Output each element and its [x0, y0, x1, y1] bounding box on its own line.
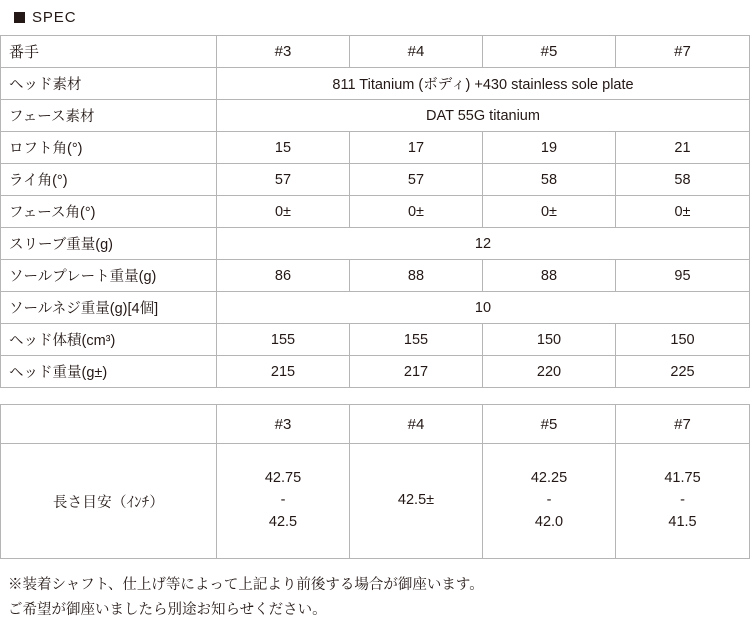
table-row	[1, 292, 750, 324]
spec-table-wrapper	[0, 35, 750, 388]
table-row	[1, 405, 750, 444]
length-7-line-2: -	[680, 492, 685, 509]
cell-loft-3: 15	[217, 132, 350, 164]
cell-length-7	[616, 444, 750, 559]
row-value-sole-screw-weight: 10	[217, 292, 750, 324]
cell-head-volume-4: 155	[350, 324, 483, 356]
length-header-col-4: #4	[350, 405, 483, 444]
length-7-line-1: 41.75	[664, 470, 701, 487]
table-row	[1, 196, 750, 228]
cell-face-angle-5: 0±	[483, 196, 616, 228]
cell-head-volume-7: 150	[616, 324, 750, 356]
table-row	[1, 68, 750, 100]
length-4-line-1: 42.5±	[397, 492, 435, 509]
cell-sole-plate-4: 88	[350, 260, 483, 292]
cell-lie-3: 57	[217, 164, 350, 196]
length-3-line-2: -	[280, 492, 286, 509]
cell-sole-plate-7: 95	[616, 260, 750, 292]
length-3-line-3: 42.5	[268, 513, 298, 530]
cell-head-weight-4: 217	[350, 356, 483, 388]
cell-loft-4: 17	[350, 132, 483, 164]
length-5-line-2: -	[546, 492, 552, 509]
table-spacer	[0, 388, 750, 404]
length-header-label	[1, 405, 217, 444]
note-line-1: ※装着シャフト、仕上げ等によって上記より前後する場合が御座います。	[8, 577, 484, 593]
row-label-loft-angle: ロフト角(°)	[1, 132, 217, 164]
length-5-line-1: 42.25	[530, 470, 568, 487]
table-row	[1, 228, 750, 260]
spec-table	[0, 35, 750, 388]
cell-loft-7: 21	[616, 132, 750, 164]
cell-head-volume-3: 155	[217, 324, 350, 356]
table-row	[1, 444, 750, 559]
cell-face-angle-3: 0±	[217, 196, 350, 228]
cell-sole-plate-3: 86	[217, 260, 350, 292]
spec-header-label: 番手	[1, 36, 217, 68]
cell-head-weight-7: 225	[616, 356, 750, 388]
cell-lie-7: 58	[616, 164, 750, 196]
row-label-face-material: フェース素材	[1, 100, 217, 132]
row-value-sleeve-weight: 12	[217, 228, 750, 260]
table-row	[1, 132, 750, 164]
row-label-face-angle: フェース角(°)	[1, 196, 217, 228]
length-header-col-5: #5	[483, 405, 616, 444]
cell-face-angle-7: 0±	[616, 196, 750, 228]
table-row	[1, 356, 750, 388]
row-label-sleeve-weight: スリーブ重量(g)	[1, 228, 217, 260]
row-label-length-guide: 長さ目安（ｲﾝﾁ）	[1, 444, 217, 559]
row-value-head-material: 811 Titanium (ボディ) +430 stainless sole plate	[217, 68, 750, 100]
row-label-head-volume: ヘッド体積(cm³)	[1, 324, 217, 356]
cell-length-3	[217, 444, 350, 559]
length-7-line-3: 41.5	[668, 513, 697, 530]
cell-length-5	[483, 444, 616, 559]
table-row	[1, 324, 750, 356]
spec-header-col-4: #4	[350, 36, 483, 68]
length-table	[0, 404, 750, 559]
row-label-lie-angle: ライ角(°)	[1, 164, 217, 196]
spec-header-col-5: #5	[483, 36, 616, 68]
spec-heading	[0, 0, 750, 35]
row-label-sole-screw-weight: ソールネジ重量(g)[4個]	[1, 292, 217, 324]
spec-header-col-7: #7	[616, 36, 750, 68]
row-label-head-material: ヘッド素材	[1, 68, 217, 100]
cell-face-angle-4: 0±	[350, 196, 483, 228]
table-row	[1, 164, 750, 196]
note-line-2: ご希望が御座いましたら別途お知らせください。	[8, 602, 327, 619]
row-value-face-material: DAT 55G titanium	[217, 100, 750, 132]
spec-header-col-3: #3	[217, 36, 350, 68]
table-row	[1, 36, 750, 68]
cell-sole-plate-5: 88	[483, 260, 616, 292]
black-square-marker-icon	[14, 12, 25, 23]
length-header-col-7: #7	[616, 405, 750, 444]
row-label-sole-plate-weight: ソールプレート重量(g)	[1, 260, 217, 292]
cell-head-weight-5: 220	[483, 356, 616, 388]
length-table-wrapper	[0, 404, 750, 559]
notes-block	[0, 559, 750, 624]
cell-loft-5: 19	[483, 132, 616, 164]
length-5-line-3: 42.0	[534, 513, 564, 530]
table-row	[1, 100, 750, 132]
table-row	[1, 260, 750, 292]
cell-lie-5: 58	[483, 164, 616, 196]
length-header-col-3: #3	[217, 405, 350, 444]
cell-head-volume-5: 150	[483, 324, 616, 356]
length-3-line-1: 42.75	[264, 470, 302, 487]
cell-length-4	[350, 444, 483, 559]
page-title: SPEC	[32, 9, 77, 26]
cell-head-weight-3: 215	[217, 356, 350, 388]
row-label-head-weight: ヘッド重量(g±)	[1, 356, 217, 388]
cell-lie-4: 57	[350, 164, 483, 196]
